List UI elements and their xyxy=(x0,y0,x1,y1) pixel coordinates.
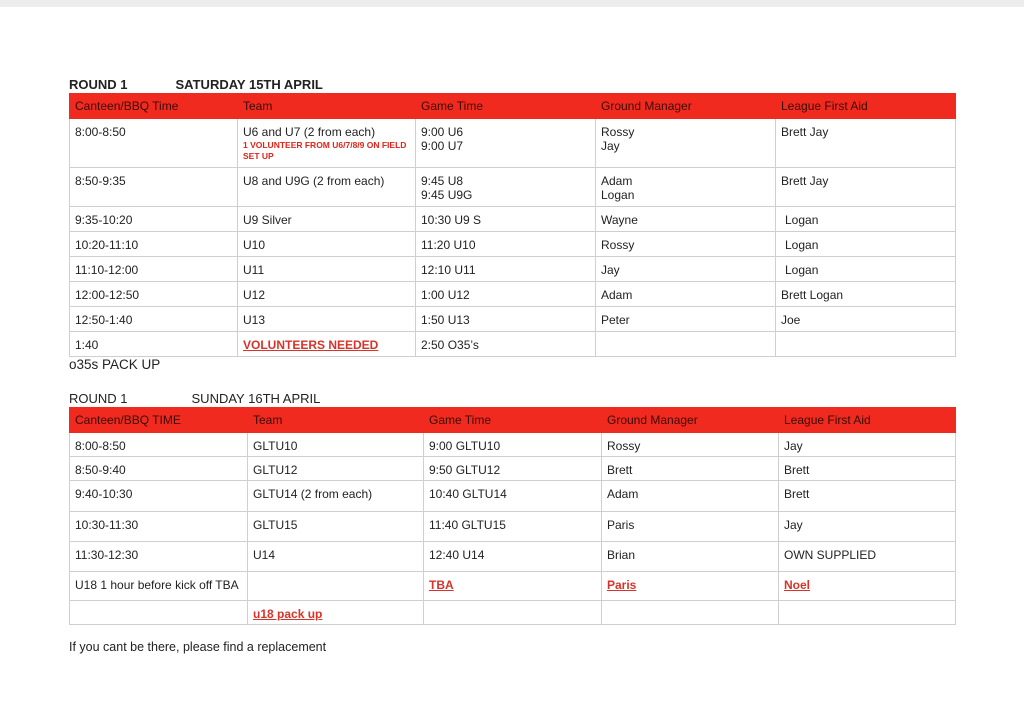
header-cell: League First Aid xyxy=(776,94,956,119)
table-header-row xyxy=(70,408,956,433)
ground-manager-cell: Rossy xyxy=(596,232,776,257)
saturday-day-label: SATURDAY 15TH APRIL xyxy=(175,77,323,92)
ground-manager-cell: Jay xyxy=(596,257,776,282)
game-time-cell: 11:20 U10 xyxy=(416,232,596,257)
time-cell: 8:00-8:50 xyxy=(70,119,238,168)
game-time: 9:45 U8 xyxy=(421,174,464,188)
team-cell: U13 xyxy=(238,307,416,332)
game-time-cell: 12:40 U14 xyxy=(424,542,602,572)
time-cell: 10:30-11:30 xyxy=(70,512,248,542)
header-cell: Team xyxy=(248,408,424,433)
game-time-cell: 10:40 GLTU14 xyxy=(424,481,602,512)
first-aid-cell: Brett xyxy=(779,457,956,481)
time-cell: 10:20-11:10 xyxy=(70,232,238,257)
time-cell: 11:30-12:30 xyxy=(70,542,248,572)
manager-name: Jay xyxy=(601,139,620,153)
header-cell: Ground Manager xyxy=(602,408,779,433)
first-aid-cell xyxy=(779,601,956,625)
ground-manager-cell xyxy=(596,119,776,168)
first-aid-cell: Brett Jay xyxy=(776,119,956,168)
team-cell: U14 xyxy=(248,542,424,572)
manager-name: Adam xyxy=(601,174,633,188)
ground-manager-cell: Rossy xyxy=(602,433,779,457)
sunday-day-label: SUNDAY 16TH APRIL xyxy=(191,391,321,406)
time-cell: 9:35-10:20 xyxy=(70,207,238,232)
game-time-cell: 9:50 GLTU12 xyxy=(424,457,602,481)
top-border xyxy=(0,0,1024,7)
header-cell: Canteen/BBQ Time xyxy=(70,94,238,119)
time-cell: 8:50-9:35 xyxy=(70,168,238,207)
first-aid-cell: Brett Jay xyxy=(776,168,956,207)
header-cell: Game Time xyxy=(416,94,596,119)
team-cell xyxy=(238,119,416,168)
table-row xyxy=(70,512,956,542)
team-cell xyxy=(238,332,416,357)
ground-manager-cell: Brian xyxy=(602,542,779,572)
table-row xyxy=(70,542,956,572)
table-row xyxy=(70,207,956,232)
team-cell xyxy=(248,572,424,601)
time-cell: 8:00-8:50 xyxy=(70,433,248,457)
saturday-roster-table xyxy=(69,93,956,357)
ground-manager-cell xyxy=(596,332,776,357)
first-aid-cell: Logan xyxy=(776,232,956,257)
time-cell: U18 1 hour before kick off TBA xyxy=(70,572,248,601)
ground-manager-cell: Adam xyxy=(596,282,776,307)
team-cell: U10 xyxy=(238,232,416,257)
game-time: 9:45 U9G xyxy=(421,188,473,202)
u18-pack-up-link[interactable]: u18 pack up xyxy=(253,607,323,621)
game-time-cell xyxy=(416,168,596,207)
team-cell: U11 xyxy=(238,257,416,282)
time-cell xyxy=(70,601,248,625)
team-cell xyxy=(248,601,424,625)
volunteer-note: 1 VOLUNTEER FROM U6/7/8/9 ON FIELD SET UP xyxy=(243,140,407,161)
first-aid-cell: Joe xyxy=(776,307,956,332)
game-time-cell xyxy=(424,572,602,601)
ground-manager-cell xyxy=(596,168,776,207)
team-cell: U12 xyxy=(238,282,416,307)
paris-link[interactable]: Paris xyxy=(607,578,637,592)
ground-manager-cell: Adam xyxy=(602,481,779,512)
time-cell: 8:50-9:40 xyxy=(70,457,248,481)
o35s-pack-up-note: o35s PACK UP xyxy=(69,357,161,372)
saturday-round-label: ROUND 1 xyxy=(69,77,128,92)
first-aid-cell: Jay xyxy=(779,433,956,457)
manager-name: Rossy xyxy=(601,125,635,139)
ground-manager-cell: Paris xyxy=(602,512,779,542)
header-cell: Team xyxy=(238,94,416,119)
game-time: 9:00 U7 xyxy=(421,139,464,153)
table-row xyxy=(70,119,956,168)
saturday-heading xyxy=(69,77,323,92)
ground-manager-cell xyxy=(602,601,779,625)
game-time-cell: 11:40 GLTU15 xyxy=(424,512,602,542)
table-row xyxy=(70,433,956,457)
table-row xyxy=(70,481,956,512)
noel-link[interactable]: Noel xyxy=(784,578,811,592)
team-cell: GLTU10 xyxy=(248,433,424,457)
ground-manager-cell xyxy=(602,572,779,601)
team-cell: GLTU14 (2 from each) xyxy=(248,481,424,512)
replacement-note: If you cant be there, please find a replacement xyxy=(69,640,327,654)
team-cell: U8 and U9G (2 from each) xyxy=(238,168,416,207)
time-cell: 11:10-12:00 xyxy=(70,257,238,282)
ground-manager-cell: Brett xyxy=(602,457,779,481)
header-cell: Game Time xyxy=(424,408,602,433)
game-time-cell: 1:00 U12 xyxy=(416,282,596,307)
first-aid-cell: Jay xyxy=(779,512,956,542)
table-row xyxy=(70,232,956,257)
table-row xyxy=(70,332,956,357)
manager-name: Logan xyxy=(601,188,635,202)
game-time-cell: 12:10 U11 xyxy=(416,257,596,282)
time-cell: 12:00-12:50 xyxy=(70,282,238,307)
game-time-cell: 1:50 U13 xyxy=(416,307,596,332)
table-row xyxy=(70,257,956,282)
time-cell: 1:40 xyxy=(70,332,238,357)
first-aid-cell: Logan xyxy=(776,257,956,282)
table-row xyxy=(70,572,956,601)
game-time: 9:00 U6 xyxy=(421,125,464,139)
volunteers-needed-link[interactable]: VOLUNTEERS NEEDED xyxy=(243,338,379,352)
ground-manager-cell: Wayne xyxy=(596,207,776,232)
header-cell: Canteen/BBQ TIME xyxy=(70,408,248,433)
sunday-roster-table xyxy=(69,407,956,625)
table-row xyxy=(70,282,956,307)
table-row xyxy=(70,168,956,207)
time-cell: 9:40-10:30 xyxy=(70,481,248,512)
first-aid-cell: Brett Logan xyxy=(776,282,956,307)
team-cell: GLTU12 xyxy=(248,457,424,481)
header-cell: League First Aid xyxy=(779,408,956,433)
header-cell: Ground Manager xyxy=(596,94,776,119)
time-cell: 12:50-1:40 xyxy=(70,307,238,332)
game-time-cell xyxy=(424,601,602,625)
first-aid-cell: Brett xyxy=(779,481,956,512)
first-aid-cell xyxy=(776,332,956,357)
first-aid-cell: OWN SUPPLIED xyxy=(779,542,956,572)
tba-link[interactable]: TBA xyxy=(429,578,454,592)
ground-manager-cell: Peter xyxy=(596,307,776,332)
team-label: U6 and U7 (2 from each) xyxy=(243,125,376,139)
game-time-cell xyxy=(416,119,596,168)
table-row xyxy=(70,601,956,625)
sunday-heading xyxy=(69,391,320,406)
table-row xyxy=(70,307,956,332)
first-aid-cell: Logan xyxy=(776,207,956,232)
first-aid-cell xyxy=(779,572,956,601)
game-time-cell: 9:00 GLTU10 xyxy=(424,433,602,457)
team-cell: U9 Silver xyxy=(238,207,416,232)
sunday-round-label: ROUND 1 xyxy=(69,391,128,406)
table-row xyxy=(70,457,956,481)
game-time-cell: 10:30 U9 S xyxy=(416,207,596,232)
table-header-row xyxy=(70,94,956,119)
game-time-cell: 2:50 O35’s xyxy=(416,332,596,357)
team-cell: GLTU15 xyxy=(248,512,424,542)
